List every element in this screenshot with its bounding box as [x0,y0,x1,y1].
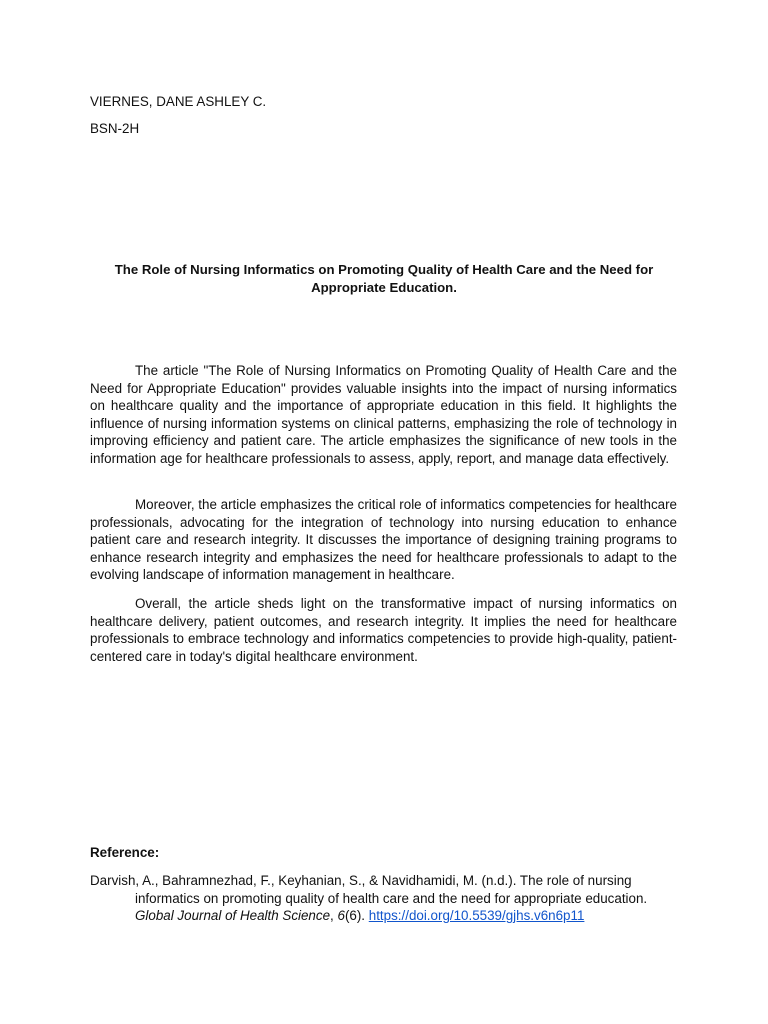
reference-doi-link[interactable]: https://doi.org/10.5539/gjhs.v6n6p11 [368,908,585,924]
reference-heading: Reference: [90,845,160,860]
reference-issue: (6). [344,908,369,924]
student-name: VIERNES, DANE ASHLEY C. [90,94,267,109]
reference-authors-title: Darvish, A., Bahramnezhad, F., Keyhanian, S., & Navidhamidi, M. (n.d.). The role of nursing informatics on promoting quality of health care and the need for appropriate education. [90,873,648,906]
body-paragraph-3: Overall, the article sheds light on the transformative impact of nursing informatics on healthcare delivery, patient outcomes, and research integrity. It implies the need for healthcare professionals to embrace technology and informatics competencies to provide high-quality, patient-centered care in today's digital healthcare environment. [90,596,677,664]
reference-separator: , [330,908,338,924]
reference-journal: Global Journal of Health Science [135,908,331,924]
body-paragraph-1: The article "The Role of Nursing Informatics on Promoting Quality of Health Care and the Need for Appropriate Education" provides valuable insights into the impact of nursing informatics on healthcare quality and the importance of appropriate education in this field. It highlights the influence of nursing information systems on clinical patterns, emphasizing the role of technology in improving efficiency and patient care. The article emphasizes the significance of new tools in the information age for healthcare professionals to assess, apply, report, and manage data effectively. [90,363,677,466]
section-code: BSN-2H [90,121,140,136]
reference-entry [90,872,680,925]
reference-volume: 6 [337,908,345,924]
document-title: The Role of Nursing Informatics on Promoting Quality of Health Care and the Need for Appropriate Education. [114,262,654,295]
body-paragraph-2: Moreover, the article emphasizes the critical role of informatics competencies for healthcare professionals, advocating for the integration of technology into nursing education to enhance patient care and research integrity. It discusses the importance of designing training programs to enhance research integrity and emphasizes the need for healthcare professionals to adapt to the evolving landscape of information management in healthcare. [90,497,677,583]
